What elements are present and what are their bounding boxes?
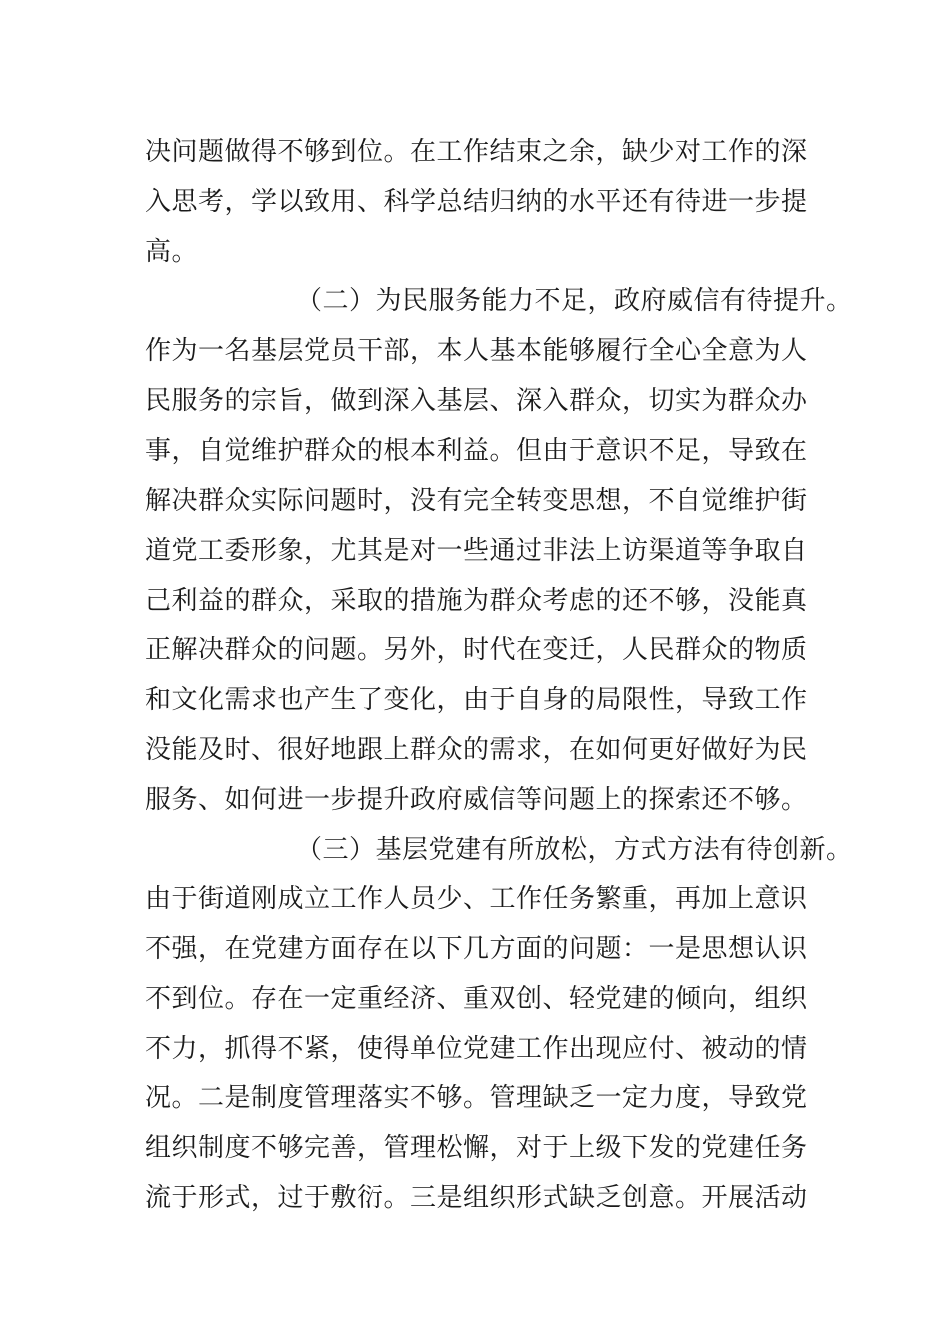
text-line: 流于形式，过于敷衍。三是组织形式缺乏创意。开展活动 — [145, 1183, 808, 1213]
text-line: 和文化需求也产生了变化，由于自身的局限性，导致工作 — [145, 685, 808, 715]
text-line: 作为一名基层党员干部，本人基本能够履行全心全意为人 — [145, 336, 808, 366]
text-line: 不强，在党建方面存在以下几方面的问题：一是思想认识 — [145, 934, 808, 964]
text-line: 不到位。存在一定重经济、重双创、轻党建的倾向，组织 — [145, 984, 808, 1014]
text-line: 正解决群众的问题。另外，时代在变迁，人民群众的物质 — [145, 635, 808, 665]
text-line: 不力，抓得不紧，使得单位党建工作出现应付、被动的情 — [145, 1034, 808, 1064]
text-line: 民服务的宗旨，做到深入基层、深入群众，切实为群众办 — [145, 386, 808, 416]
text-line: 由于街道刚成立工作人员少、工作任务繁重，再加上意识 — [145, 884, 808, 914]
text-line: 事，自觉维护群众的根本利益。但由于意识不足，导致在 — [145, 436, 808, 466]
text-line: 决问题做得不够到位。在工作结束之余，缺少对工作的深 — [145, 137, 808, 167]
text-line: 高。 — [145, 237, 199, 267]
text-line: 解决群众实际问题时，没有完全转变思想，不自觉维护街 — [145, 486, 808, 516]
text-line: 况。二是制度管理落实不够。管理缺乏一定力度，导致党 — [145, 1083, 808, 1113]
section-heading: （三）基层党建有所放松，方式方法有待创新。 — [296, 835, 853, 865]
section-heading: （二）为民服务能力不足，政府威信有待提升。 — [296, 286, 853, 316]
text-line: 服务、如何进一步提升政府威信等问题上的探索还不够。 — [145, 785, 808, 815]
text-line: 入思考，学以致用、科学总结归纳的水平还有待进一步提 — [145, 187, 808, 217]
text-line: 道党工委形象，尤其是对一些通过非法上访渠道等争取自 — [145, 536, 808, 566]
text-line: 组织制度不够完善，管理松懈，对于上级下发的党建任务 — [145, 1133, 808, 1163]
text-line: 没能及时、很好地跟上群众的需求，在如何更好做好为民 — [145, 735, 808, 765]
text-line: 己利益的群众，采取的措施为群众考虑的还不够，没能真 — [145, 586, 808, 616]
